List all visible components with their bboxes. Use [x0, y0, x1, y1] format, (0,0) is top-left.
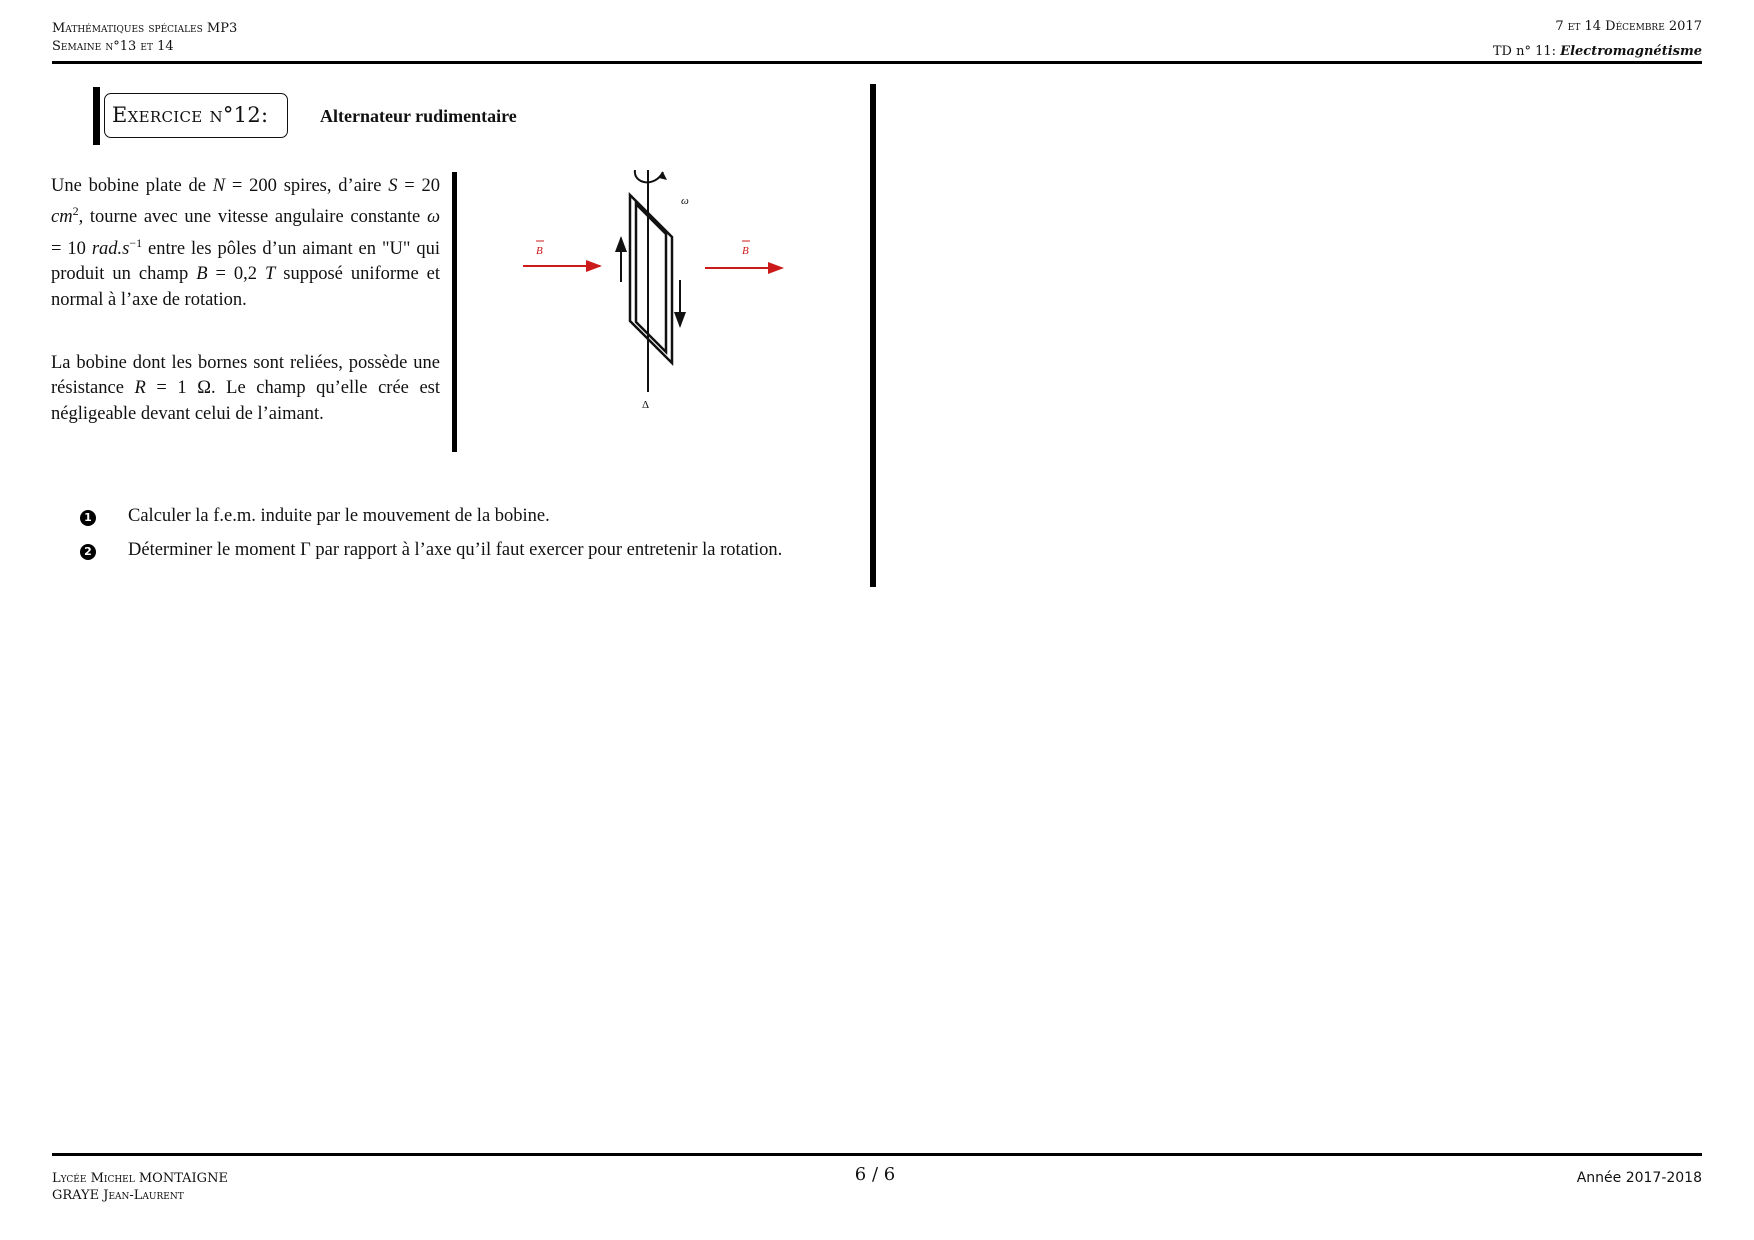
question-1 — [80, 504, 860, 529]
footer-rule — [52, 1153, 1702, 1156]
field-label-left: B — [536, 245, 543, 257]
coil-figure — [515, 170, 805, 415]
author-name: GRAYE Jean-Laurent — [52, 1188, 184, 1203]
symbol-B: B — [196, 264, 208, 285]
week-label: Semaine n°13 et 14 — [52, 39, 174, 54]
header-rule — [52, 61, 1702, 64]
text-run: entre les pôles d’un aimant en "U" qui produit un champ — [51, 238, 440, 285]
td-title: Electromagnétisme — [1560, 44, 1702, 59]
school-year: Année 2017-2018 — [1576, 1170, 1702, 1186]
text-run: supposé uniforme et normal à l’axe de rotation. — [51, 264, 440, 310]
text-figure-separator — [452, 172, 457, 452]
text-run: La bobine dont les bornes sont reliées, possède une résistance — [51, 353, 440, 399]
text-run: , tourne avec une vitesse angulaire constante — [78, 207, 427, 228]
text-run: = 10 — [51, 238, 92, 259]
school-name: Lycée Michel MONTAIGNE — [52, 1171, 228, 1186]
td-prefix: TD n° 11: — [1492, 44, 1561, 59]
text-run: = 20 — [397, 176, 440, 196]
text-run: = 0,2 — [207, 264, 265, 285]
footer-left — [52, 1170, 228, 1204]
symbol-N: N — [212, 176, 226, 196]
statement-paragraph-1 — [51, 174, 440, 313]
text-run: = 200 spires, d’aire — [225, 176, 389, 196]
course-name: Mathématiques spéciales MP3 — [52, 21, 238, 36]
header-left — [52, 20, 237, 56]
axis-label: Δ — [642, 399, 650, 411]
question-number-badge: 1 — [80, 510, 96, 526]
exponent: 2 — [72, 204, 79, 219]
exponent: −1 — [129, 235, 143, 250]
unit-T: T — [265, 264, 276, 285]
question-2 — [80, 538, 860, 563]
exercise-right-bar — [870, 84, 876, 587]
question-text: Calculer la f.e.m. induite par le mouvement de la bobine. — [128, 506, 550, 526]
symbol-S: S — [388, 176, 398, 196]
omega-label: ω — [681, 195, 689, 207]
question-number-badge: 2 — [80, 544, 96, 560]
exercise-left-bar — [93, 87, 100, 145]
text-run: Une bobine plate de — [51, 176, 213, 196]
symbol-R: R — [134, 378, 146, 399]
exercise-title: Alternateur rudimentaire — [320, 106, 517, 126]
question-text: Déterminer le moment Γ par rapport à l’axe qu’il faut exercer pour entretenir la rotation. — [128, 540, 783, 560]
exercise-number-box: Exercice n°12: — [104, 93, 288, 138]
statement-paragraph-2 — [51, 351, 440, 427]
unit-rad-s: rad.s — [91, 238, 130, 259]
header-right — [1493, 14, 1702, 64]
page-number: 6 / 6 — [854, 1164, 896, 1185]
text-run: = 1 Ω. Le champ qu’elle crée est négligeable devant celui de l’aimant. — [51, 378, 440, 424]
symbol-omega: ω — [426, 207, 440, 228]
unit-cm: cm — [51, 207, 73, 228]
date-label: 7 et 14 Décembre 2017 — [1555, 19, 1702, 34]
field-label-right: B — [742, 245, 749, 257]
